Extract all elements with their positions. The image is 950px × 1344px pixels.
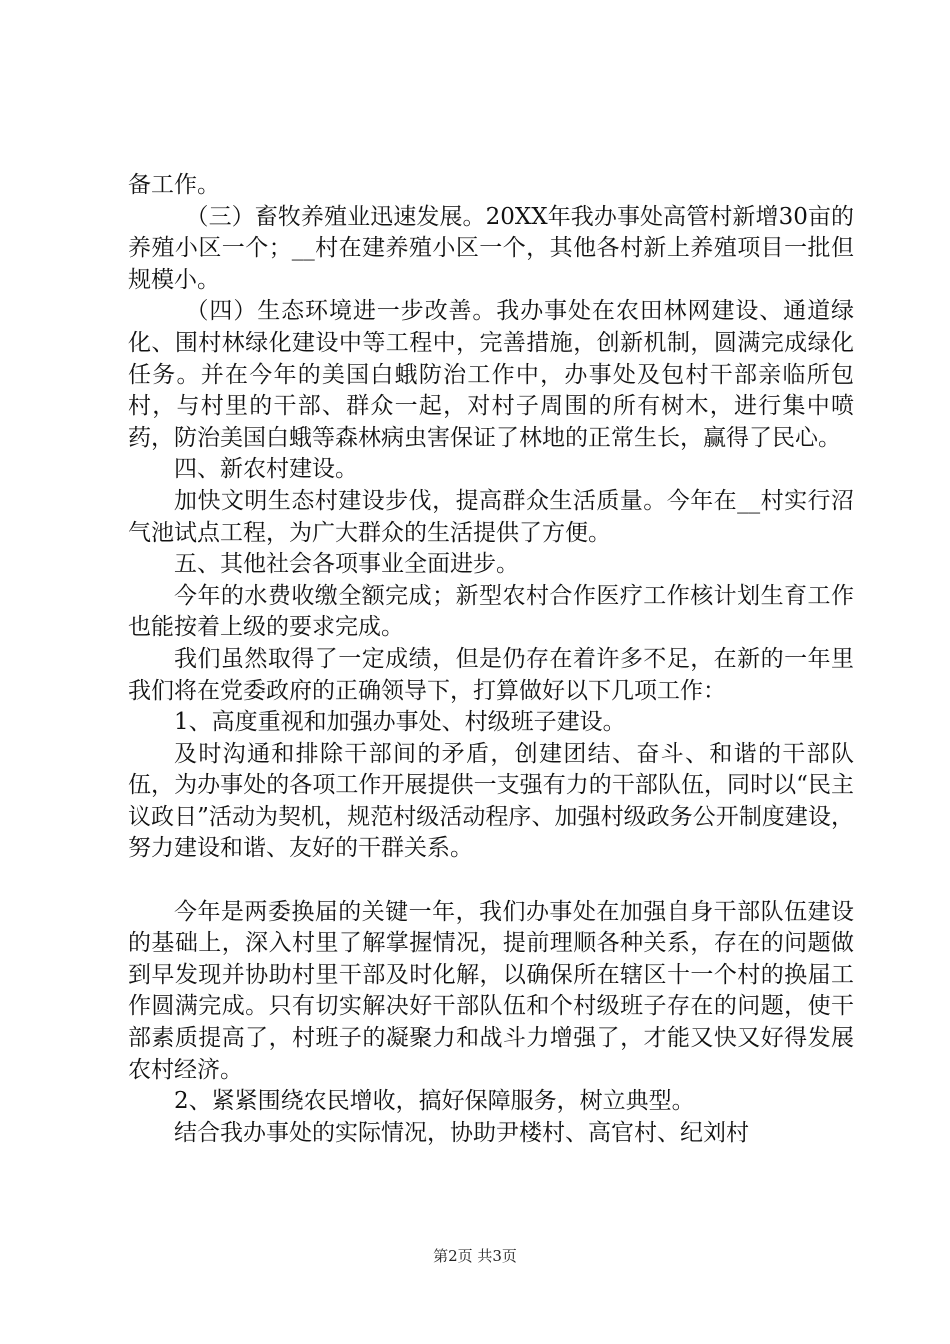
heading-item-1: 1、高度重视和加强办事处、村级班子建设。	[174, 709, 626, 736]
heading-new-rural: 四、新农村建设。	[174, 456, 358, 483]
page-number-label: 第2页 共3页	[433, 1247, 517, 1265]
paragraph-other-affairs: 今年的水费收缴全额完成；新型农村合作医疗工作核计划生育工作也能按着上级的要求完成。	[128, 582, 854, 641]
paragraph-new-rural: 加快文明生态村建设步伐，提高群众生活质量。今年在__村实行沼气池试点工程，为广大群众的生活提供了方便。	[128, 487, 854, 546]
paragraph-gap	[128, 865, 854, 897]
heading-item-2: 2、紧紧围绕农民增收，搞好保障服务，树立典型。	[174, 1088, 695, 1115]
paragraph-shortcomings: 我们虽然取得了一定成绩，但是仍存在着许多不足，在新的一年里我们将在党委政府的正确领导下，打算做好以下几项工作：	[128, 645, 854, 704]
paragraph-continuation: 备工作。	[128, 172, 220, 198]
heading-other-affairs: 五、其他社会各项事业全面进步。	[174, 551, 519, 578]
page-footer	[0, 1245, 950, 1266]
paragraph-item-2: 结合我办事处的实际情况，协助尹楼村、高官村、纪刘村	[174, 1119, 749, 1146]
paragraph-election: 今年是两委换届的关键一年，我们办事处在加强自身干部队伍建设的基础上，深入村里了解掌握情况，提前理顺各种关系，存在的问题做到早发现并协助村里干部及时化解，以确保所在辖区十一个村的换届工作圆满完成。只有切实解决好干部队伍和个村级班子存在的问题，使干部素质提高了，村班子的凝聚力和战斗力增强了，才能又快又好得发展农村经济。	[128, 898, 854, 1083]
document-body	[128, 170, 854, 1149]
paragraph-ecology: （四）生态环境进一步改善。我办事处在农田林网建设、通道绿化、围村林绿化建设中等工程中，完善措施，创新机制，圆满完成绿化任务。并在今年的美国白蛾防治工作中，办事处及包村干部亲临所包村，与村里的干部、群众一起，对村子周围的所有树木，进行集中喷药，防治美国白蛾等森林病虫害保证了林地的正常生长，赢得了民心。	[128, 298, 854, 451]
paragraph-item-1: 及时沟通和排除干部间的矛盾，创建团结、奋斗、和谐的干部队伍，为办事处的各项工作开展提供一支强有力的干部队伍，同时以“民主议政日”活动为契机，规范村级活动程序、加强村级政务公开制度建设，努力建设和谐、友好的干群关系。	[128, 740, 854, 862]
paragraph-livestock: （三）畜牧养殖业迅速发展。20XX年我办事处高管村新增30亩的养殖小区一个；__村在建养殖小区一个，其他各村新上养殖项目一批但规模小。	[128, 203, 854, 293]
